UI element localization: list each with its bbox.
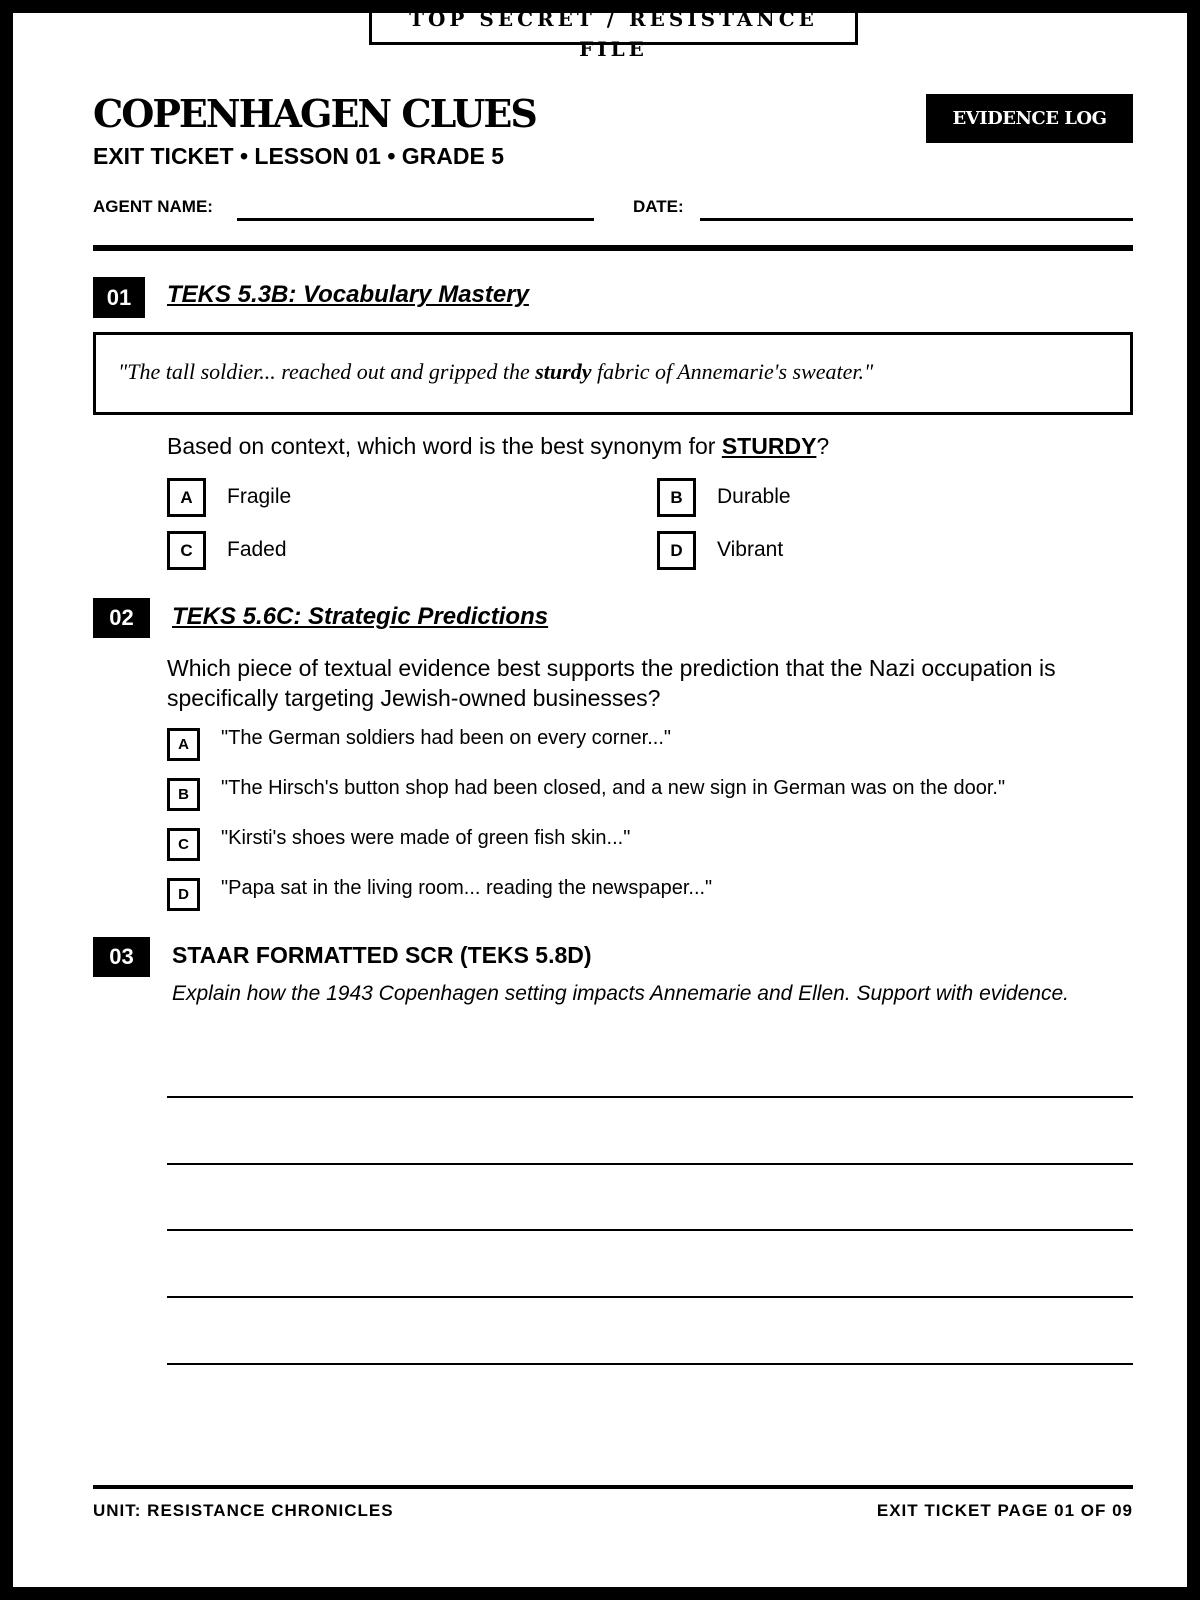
question-text [167, 433, 829, 460]
option-b-label: "The Hirsch's button shop had been closed, and a new sign in German was on the door." [221, 777, 1006, 799]
date-field[interactable] [700, 218, 1133, 221]
evidence-log-button[interactable]: EVIDENCE LOG [926, 94, 1133, 143]
answer-line[interactable] [167, 1296, 1133, 1298]
question-number-badge: 03 [93, 937, 150, 977]
question-prompt: Explain how the 1943 Copenhagen setting impacts Annemarie and Ellen. Support with evidence. [172, 982, 1069, 1005]
question-text: Which piece of textual evidence best supports the prediction that the Nazi occupation is specifically targeting Jewish-owned businesses? [167, 655, 1056, 711]
question-prefix: Based on context, which word is the best synonym for [167, 433, 722, 459]
option-b-checkbox[interactable]: B [167, 778, 200, 811]
question-number-badge: 02 [93, 598, 150, 638]
option-b-checkbox[interactable]: B [657, 478, 696, 517]
option-c-label: "Kirsti's shoes were made of green fish skin..." [221, 827, 631, 849]
agent-name-field[interactable] [237, 218, 594, 221]
agent-name-label: AGENT NAME: [93, 197, 213, 216]
option-d-checkbox[interactable]: D [167, 878, 200, 911]
date-label: DATE: [633, 197, 684, 216]
answer-line[interactable] [167, 1229, 1133, 1231]
footer-unit: UNIT: RESISTANCE CHRONICLES [93, 1501, 394, 1520]
option-c-label: Faded [227, 538, 287, 561]
quote-box [93, 332, 1133, 415]
answer-line[interactable] [167, 1096, 1133, 1098]
page-title: COPENHAGEN CLUES [93, 91, 536, 136]
option-b-label: Durable [717, 485, 791, 508]
worksheet-page [13, 7, 1187, 1587]
question-heading: STAAR FORMATTED SCR (TEKS 5.8D) [172, 942, 592, 968]
page-subtitle: EXIT TICKET • LESSON 01 • GRADE 5 [93, 143, 505, 169]
question-number-badge: 01 [93, 277, 145, 318]
option-a-checkbox[interactable]: A [167, 478, 206, 517]
header-divider [93, 245, 1133, 251]
footer-page-number: EXIT TICKET PAGE 01 OF 09 [876, 1501, 1133, 1520]
option-a-checkbox[interactable]: A [167, 728, 200, 761]
option-a-label: Fragile [227, 485, 292, 508]
answer-line[interactable] [167, 1363, 1133, 1365]
footer-divider [93, 1485, 1133, 1489]
option-c-checkbox[interactable]: C [167, 828, 200, 861]
option-d-label: Vibrant [717, 538, 784, 561]
option-a-label: "The German soldiers had been on every corner..." [221, 727, 671, 749]
question-heading: TEKS 5.3B: Vocabulary Mastery [167, 281, 529, 308]
quote-text: "The tall soldier... reached out and gripped the [118, 359, 536, 384]
question-suffix: ? [816, 433, 830, 459]
top-secret-stamp: TOP SECRET / RESISTANCE FILE [369, 0, 858, 45]
quote-highlight: sturdy [535, 359, 592, 384]
quote-text: fabric of Annemarie's sweater." [591, 359, 874, 384]
option-c-checkbox[interactable]: C [167, 531, 206, 570]
option-d-checkbox[interactable]: D [657, 531, 696, 570]
option-d-label: "Papa sat in the living room... reading the newspaper..." [221, 877, 713, 899]
answer-line[interactable] [167, 1163, 1133, 1165]
question-heading: TEKS 5.6C: Strategic Predictions [172, 603, 549, 630]
target-word: STURDY [721, 433, 817, 459]
